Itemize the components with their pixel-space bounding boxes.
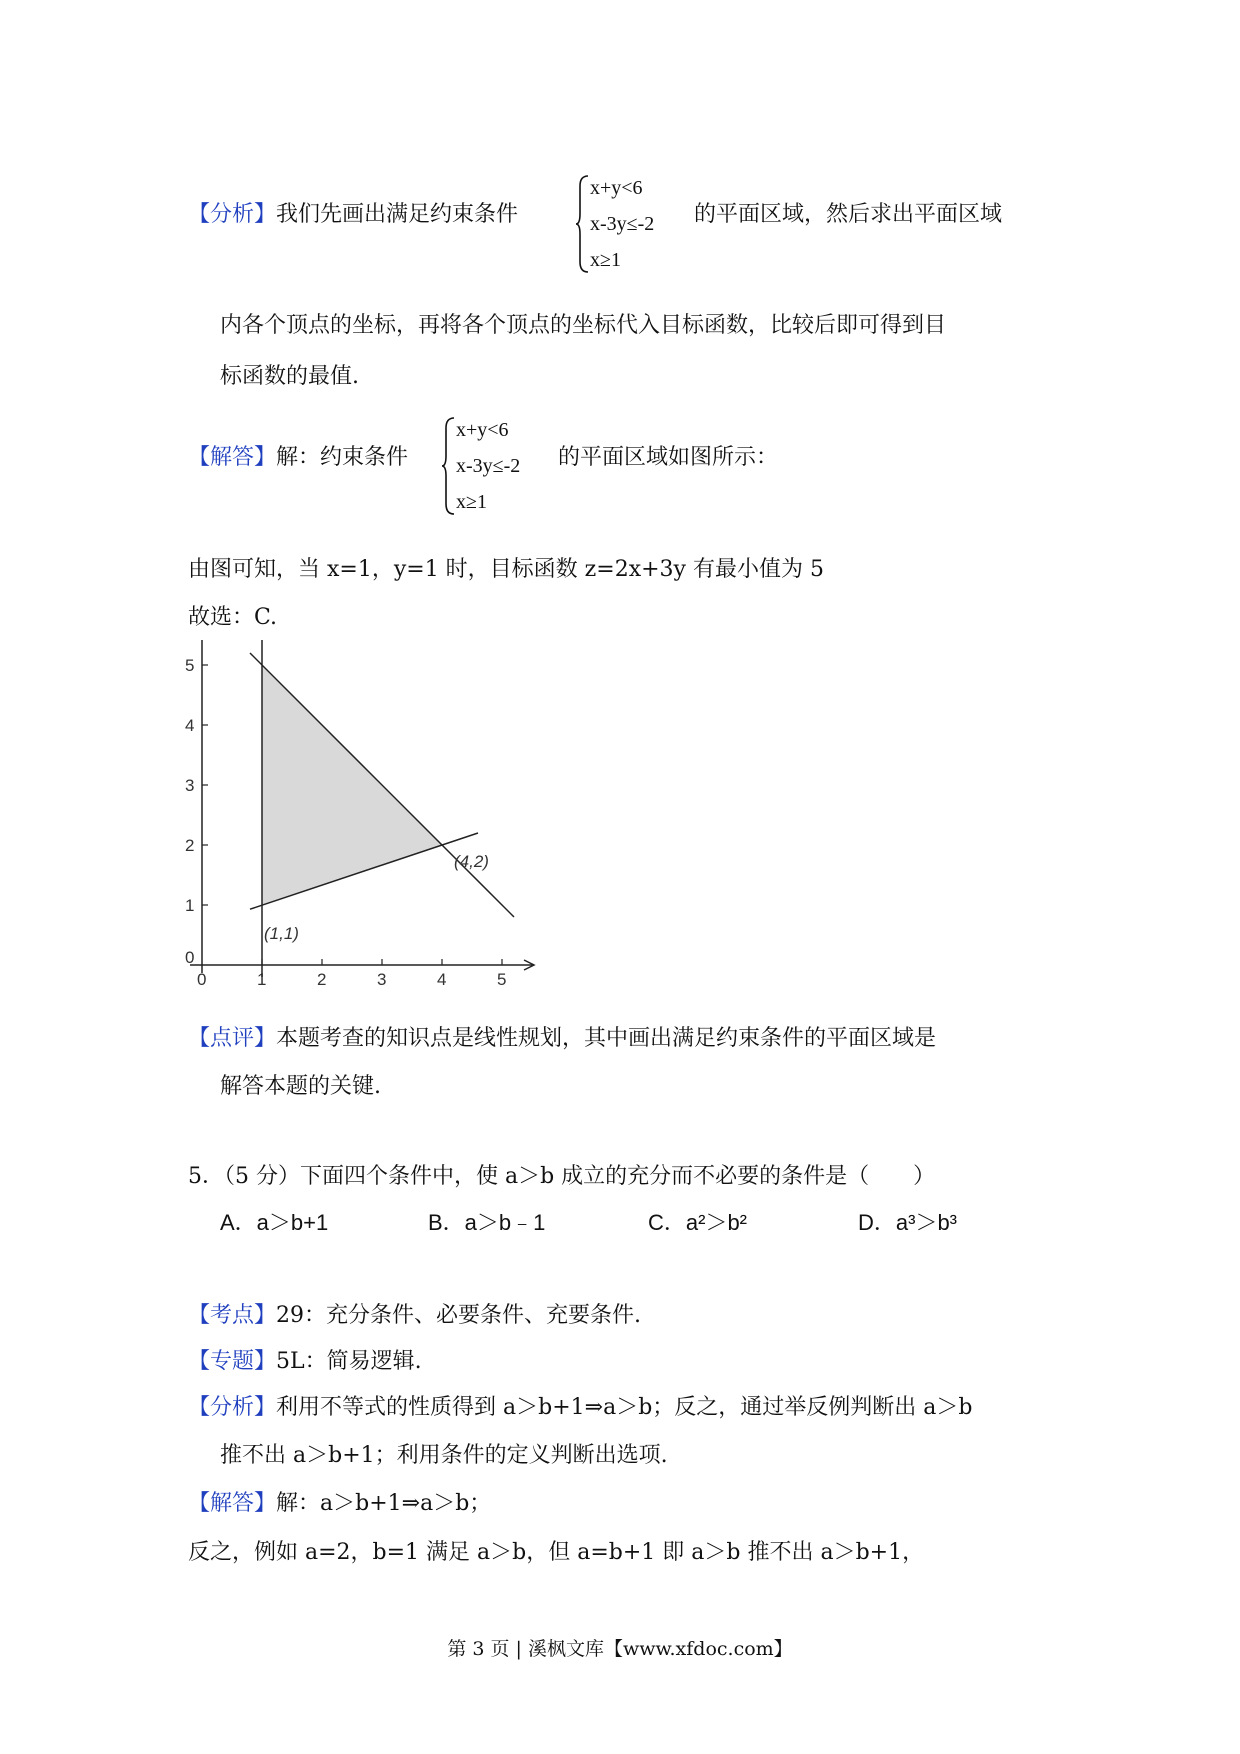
comment-text-1: 本题考查的知识点是线性规划，其中画出满足约束条件的平面区域是 <box>276 1026 937 1051</box>
answer-text-after: 的平面区域如图所示： <box>558 445 779 470</box>
constraint-system-2 <box>442 416 562 516</box>
x-tick-label: 4 <box>437 970 447 989</box>
y-tick-label: 0 <box>185 948 195 967</box>
x-tick-label: 1 <box>257 970 267 989</box>
answer2-tag: 【解答】 <box>188 1491 277 1516</box>
zhuanti-line <box>188 1344 422 1375</box>
analysis-text-after: 的平面区域，然后求出平面区域 <box>694 202 1003 227</box>
x-tick-label: 5 <box>497 970 507 989</box>
x-tick-label: 0 <box>197 970 207 989</box>
left-brace-icon <box>442 416 456 516</box>
answer-tag: 【解答】 <box>188 445 277 470</box>
constraint-2: x-3y≤-2 <box>456 455 521 477</box>
option-a: A．a＞b+1 <box>220 1210 329 1235</box>
y-tick-label: 2 <box>185 836 195 855</box>
analysis2-line-2: 推不出 a＞b+1；利用条件的定义判断出选项. <box>220 1443 668 1468</box>
answer2-text-1: 解：a＞b+1⇒a＞b； <box>276 1491 492 1516</box>
kaodian-text: 29：充分条件、必要条件、充要条件. <box>276 1303 642 1328</box>
left-brace-icon <box>576 174 590 274</box>
analysis-line-3: 标函数的最值. <box>220 364 359 389</box>
option-b: B．a＞b﹣1 <box>428 1210 546 1235</box>
option-c: C．a²＞b² <box>648 1210 748 1235</box>
zhuanti-tag: 【专题】 <box>188 1349 277 1374</box>
comment-tag: 【点评】 <box>188 1026 277 1051</box>
comment-line-1 <box>188 1021 936 1052</box>
answer-line-3: 故选：C. <box>188 605 278 630</box>
constraint-system-1 <box>576 174 696 274</box>
answer-line-2: 由图可知，当 x=1，y=1 时，目标函数 z=2x+3y 有最小值为 5 <box>188 557 824 582</box>
constraint-2: x-3y≤-2 <box>590 213 655 235</box>
y-tick-label: 3 <box>185 776 195 795</box>
constraint-1: x+y<6 <box>590 177 643 199</box>
comment-line-2: 解答本题的关键. <box>220 1074 381 1099</box>
page-footer: 第 3 页 | 溪枫文库【www.xfdoc.com】 <box>447 1638 793 1660</box>
point-label-4-2: (4,2) <box>454 852 489 871</box>
answer-text-before: 解：约束条件 <box>276 445 409 470</box>
answer-line-1 <box>188 440 408 471</box>
x-tick-label: 3 <box>377 970 387 989</box>
y-tick-label: 1 <box>185 896 195 915</box>
analysis-text-before: 我们先画出满足约束条件 <box>276 202 519 227</box>
point-label-1-1: (1,1) <box>264 924 299 943</box>
question-5-stem: 5．（5 分）下面四个条件中，使 a＞b 成立的充分而不必要的条件是（ ） <box>188 1164 936 1189</box>
analysis2-tag: 【分析】 <box>188 1395 277 1420</box>
analysis2-text-1: 利用不等式的性质得到 a＞b+1⇒a＞b；反之，通过举反例判断出 a＞b <box>276 1395 973 1420</box>
constraint-1: x+y<6 <box>456 419 509 441</box>
answer2-line-1 <box>188 1486 491 1517</box>
y-tick-label: 5 <box>185 656 195 675</box>
analysis-line-1 <box>188 197 518 228</box>
analysis-line-2: 内各个顶点的坐标，再将各个顶点的坐标代入目标函数，比较后即可得到目 <box>220 313 947 338</box>
analysis-tag: 【分析】 <box>188 202 277 227</box>
feasible-region <box>262 665 442 905</box>
feasible-region-chart <box>180 640 540 1000</box>
x-tick-label: 2 <box>317 970 327 989</box>
option-d: D．a³＞b³ <box>858 1210 958 1235</box>
constraint-3: x≥1 <box>590 249 621 271</box>
zhuanti-text: 5L：简易逻辑. <box>276 1349 422 1374</box>
answer2-line-2: 反之，例如 a=2，b=1 满足 a＞b，但 a=b+1 即 a＞b 推不出 a＞b+1， <box>188 1540 925 1565</box>
analysis2-line-1 <box>188 1390 972 1421</box>
constraint-3: x≥1 <box>456 491 487 513</box>
kaodian-line <box>188 1298 641 1329</box>
y-tick-label: 4 <box>185 716 195 735</box>
kaodian-tag: 【考点】 <box>188 1303 277 1328</box>
